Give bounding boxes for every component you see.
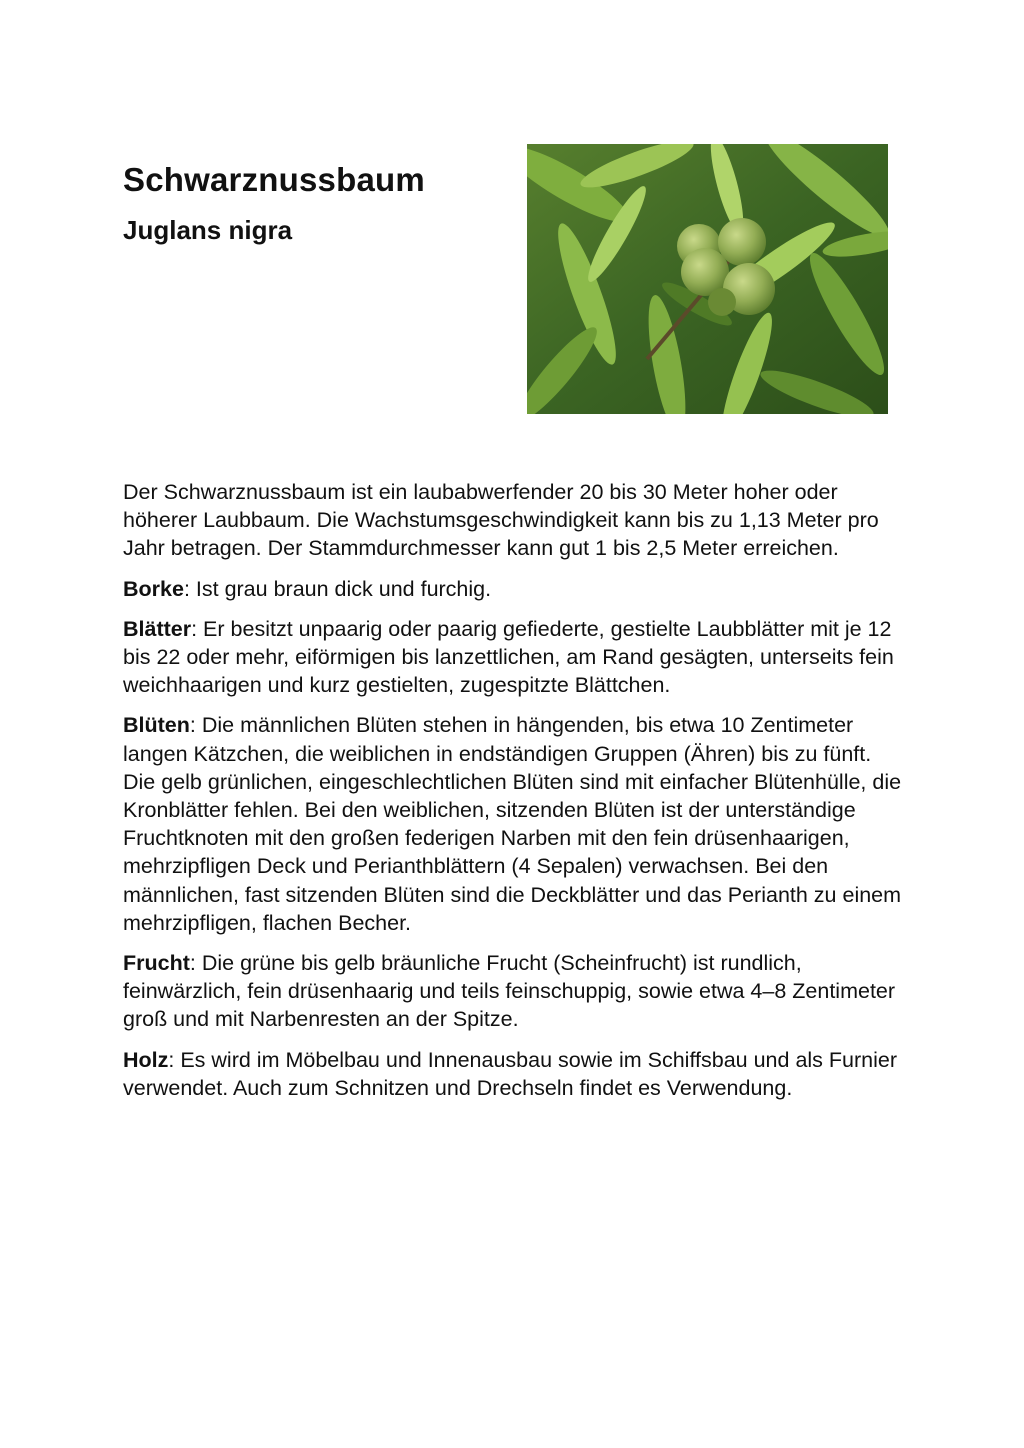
- section-text: : Die männlichen Blüten stehen in hängenden, bis etwa 10 Zentimeter langen Kätzchen, die weiblichen in endständigen Gruppen (Ähren) bis zu fünft. Die gelb grünlichen, eingeschlechtlichen Blüten sind mit einfacher Blütenhülle, die Kronblätter fehlen. Bei den weiblichen, sitzenden Blüten ist der unterständige Fruchtknoten mit den großen federigen Narben mit den fein drüsenhaarigen, mehrzipfligen Deck und Perianthblättern (4 Sepalen) verwachsen. Bei den männlichen, fast sitzenden Blüten sind die Deckblätter und das Perianth zu einem mehrzipfligen, flachen Becher.: [123, 713, 902, 935]
- description-text: [123, 478, 903, 1114]
- section-blueten: [123, 711, 903, 937]
- section-blaetter: [123, 615, 903, 700]
- section-term: Blätter: [123, 616, 192, 641]
- page-subtitle: Juglans nigra: [123, 215, 293, 245]
- section-borke: [123, 575, 903, 603]
- section-text: : Ist grau braun dick und furchig.: [183, 576, 492, 601]
- section-term: Blüten: [123, 713, 190, 738]
- section-term: Holz: [123, 1047, 169, 1072]
- section-term: Frucht: [123, 951, 190, 976]
- section-term: Borke: [123, 576, 184, 601]
- page-title: Schwarznussbaum: [123, 161, 425, 198]
- section-text: : Es wird im Möbelbau und Innenausbau sowie im Schiffsbau und als Furnier verwendet. Auch zum Schnitzen und Drechseln findet es Verwendung.: [123, 1047, 897, 1100]
- section-holz: [123, 1046, 903, 1102]
- section-text: : Er besitzt unpaarig oder paarig gefiederte, gestielte Laubblätter mit je 12 bis 22 oder mehr, eiförmigen bis lanzettlichen, am Rand gesägten, unterseits fein weichhaarigen und kurz gestielten, zugespitzte Blättchen.: [123, 616, 894, 698]
- walnut-tree-photo-icon: [527, 144, 888, 414]
- section-frucht: [123, 949, 903, 1034]
- intro-paragraph: Der Schwarznussbaum ist ein laubabwerfender 20 bis 30 Meter hoher oder höherer Laubbaum. Die Wachstumsgeschwindigkeit kann bis zu 1,13 Meter pro Jahr betragen. Der Stammdurchmesser kann gut 1 bis 2,5 Meter erreichen.: [123, 480, 879, 561]
- section-text: : Die grüne bis gelb bräunliche Frucht (Scheinfrucht) ist rundlich, feinwärzlich, fein drüsenhaarig und teils feinschuppig, sowie etwa 4–8 Zentimeter groß und mit Narbenresten an der Spitze.: [123, 951, 896, 1032]
